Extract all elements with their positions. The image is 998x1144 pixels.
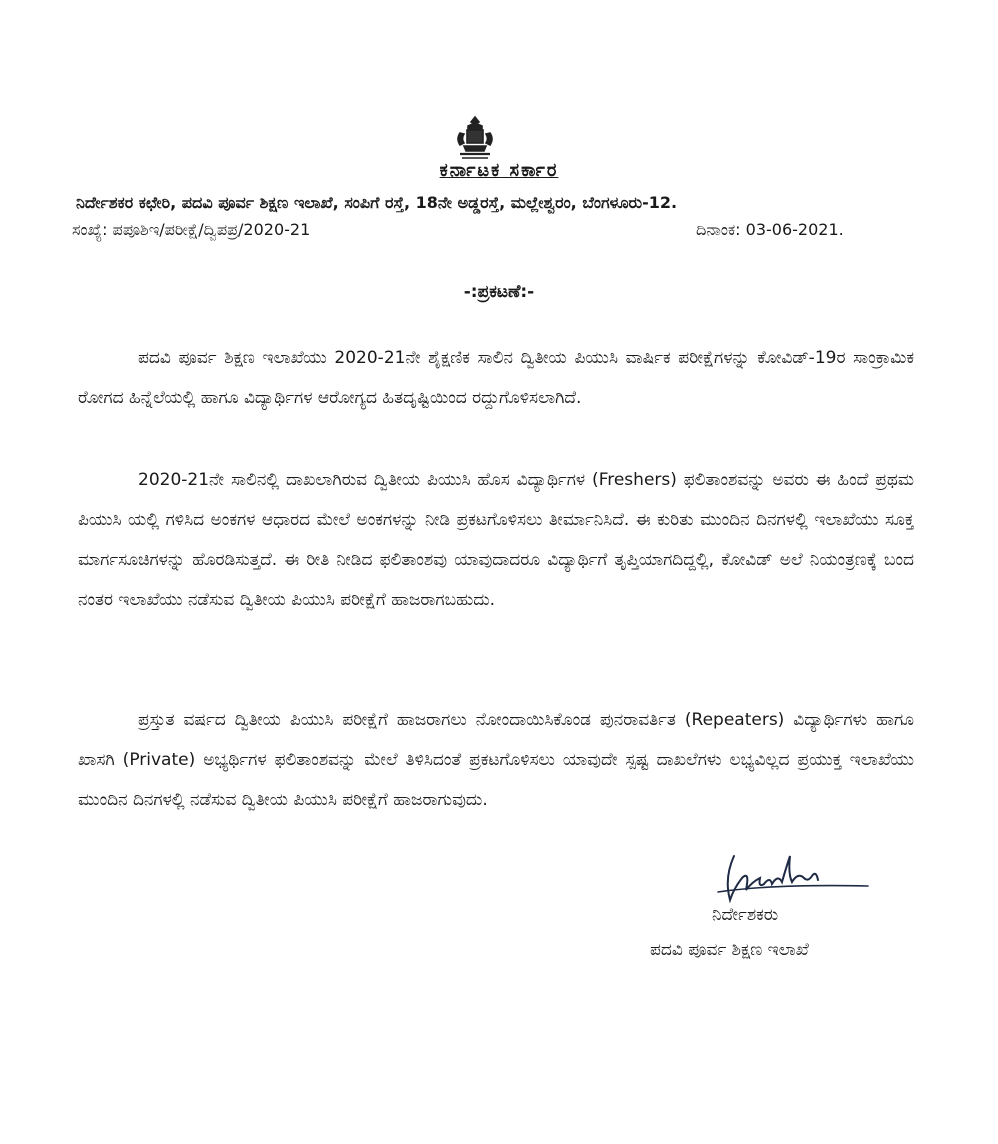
paragraph-repeaters-private <box>78 700 914 820</box>
handwritten-signature <box>712 848 872 910</box>
karnataka-emblem-icon <box>450 113 500 163</box>
reference-number: ಸಂಖ್ಯೆ: ಪಪೂಶಿಇ/ಪರೀಕ್ಷೆ/ದ್ವಿಪಪ್ರ/2020-21 <box>72 220 311 239</box>
paragraph-text: 2020-21ನೇ ಸಾಲಿನಲ್ಲಿ ದಾಖಲಾಗಿರುವ ದ್ವಿತೀಯ ಪಿಯುಸಿ ಹೊಸ ವಿದ್ಯಾರ್ಥಿಗಳ (Freshers) ಫಲಿತಾಂಶವನ್ನು ಅವರು ಈ ಹಿಂದೆ ಪ್ರಥಮ ಪಿಯುಸಿ ಯಲ್ಲಿ ಗಳಿಸಿದ ಅಂಕಗಳ ಆಧಾರದ ಮೇಲೆ ಅಂಕಗಳನ್ನು ನೀಡಿ ಪ್ರಕಟಗೊಳಿಸಲು ತೀರ್ಮಾನಿಸಿದೆ. ಈ ಕುರಿತು ಮುಂದಿನ ದಿನಗಳಲ್ಲಿ ಇಲಾಖೆಯು ಸೂಕ್ತ ಮಾರ್ಗಸೂಚಿಗಳನ್ನು ಹೊರಡಿಸುತ್ತದೆ. ಈ ರೀತಿ ನೀಡಿದ ಫಲಿತಾಂಶವು ಯಾವುದಾದರೂ ವಿದ್ಯಾರ್ಥಿಗೆ ತೃಪ್ತಿಯಾಗದಿದ್ದಲ್ಲಿ, ಕೋವಿಡ್ ಅಲೆ ನಿಯಂತ್ರಣಕ್ಕೆ ಬಂದ ನಂತರ ಇಲಾಖೆಯು ನಡೆಸುವ ದ್ವಿತೀಯ ಪಿಯುಸಿ ಪರೀಕ್ಷೆಗೆ ಹಾಜರಾಗಬಹುದು. <box>78 470 914 610</box>
paragraph-exam-cancelled <box>78 338 914 418</box>
government-title: ಕರ್ನಾಟಕ ಸರ್ಕಾರ <box>439 160 559 181</box>
notice-heading: -:ಪ್ರಕಟಣೆ:- <box>463 282 535 302</box>
notice-date: ದಿನಾಂಕ: 03-06-2021. <box>696 220 844 239</box>
signatory-designation: ನಿರ್ದೇಶಕರು <box>712 905 779 925</box>
paragraph-freshers-result <box>78 460 914 620</box>
paragraph-text: ಪ್ರಸ್ತುತ ವರ್ಷದ ದ್ವಿತೀಯ ಪಿಯುಸಿ ಪರೀಕ್ಷೆಗೆ ಹಾಜರಾಗಲು ನೋಂದಾಯಿಸಿಕೊಂಡ ಪುನರಾವರ್ತಿತ (Repeaters) ವಿದ್ಯಾರ್ಥಿಗಳು ಹಾಗೂ ಖಾಸಗಿ (Private) ಅಭ್ಯರ್ಥಿಗಳ ಫಲಿತಾಂಶವನ್ನು ಮೇಲೆ ತಿಳಿಸಿದಂತೆ ಪ್ರಕಟಗೊಳಿಸಲು ಯಾವುದೇ ಸ್ಪಷ್ಟ ದಾಖಲೆಗಳು ಲಭ್ಯವಿಲ್ಲದ ಪ್ರಯುಕ್ತ ಇಲಾಖೆಯು ಮುಂದಿನ ದಿನಗಳಲ್ಲಿ ನಡೆಸುವ ದ್ವಿತೀಯ ಪಿಯುಸಿ ಪರೀಕ್ಷೆಗೆ ಹಾಜರಾಗುವುದು. <box>78 710 914 810</box>
paragraph-text: ಪದವಿ ಪೂರ್ವ ಶಿಕ್ಷಣ ಇಲಾಖೆಯು 2020-21ನೇ ಶೈಕ್ಷಣಿಕ ಸಾಲಿನ ದ್ವಿತೀಯ ಪಿಯುಸಿ ವಾರ್ಷಿಕ ಪರೀಕ್ಷೆಗಳನ್ನು ಕೋವಿಡ್-19ರ ಸಾಂಕ್ರಾಮಿಕ ರೋಗದ ಹಿನ್ನೆಲೆಯಲ್ಲಿ ಹಾಗೂ ವಿದ್ಯಾರ್ಥಿಗಳ ಆರೋಗ್ಯದ ಹಿತದೃಷ್ಟಿಯಿಂದ ರದ್ದುಗೊಳಿಸಲಾಗಿದೆ. <box>78 348 914 408</box>
office-address: ನಿರ್ದೇಶಕರ ಕಛೇರಿ, ಪದವಿ ಪೂರ್ವ ಶಿಕ್ಷಣ ಇಲಾಖೆ, ಸಂಪಿಗೆ ರಸ್ತೆ, 18ನೇ ಅಡ್ಡರಸ್ತೆ, ಮಲ್ಲೇಶ್ವರಂ, ಬೆಂಗಳೂರು-12. <box>76 193 678 212</box>
reference-row <box>72 220 912 240</box>
signatory-department: ಪದವಿ ಪೂರ್ವ ಶಿಕ್ಷಣ ಇಲಾಖೆ <box>650 940 809 960</box>
